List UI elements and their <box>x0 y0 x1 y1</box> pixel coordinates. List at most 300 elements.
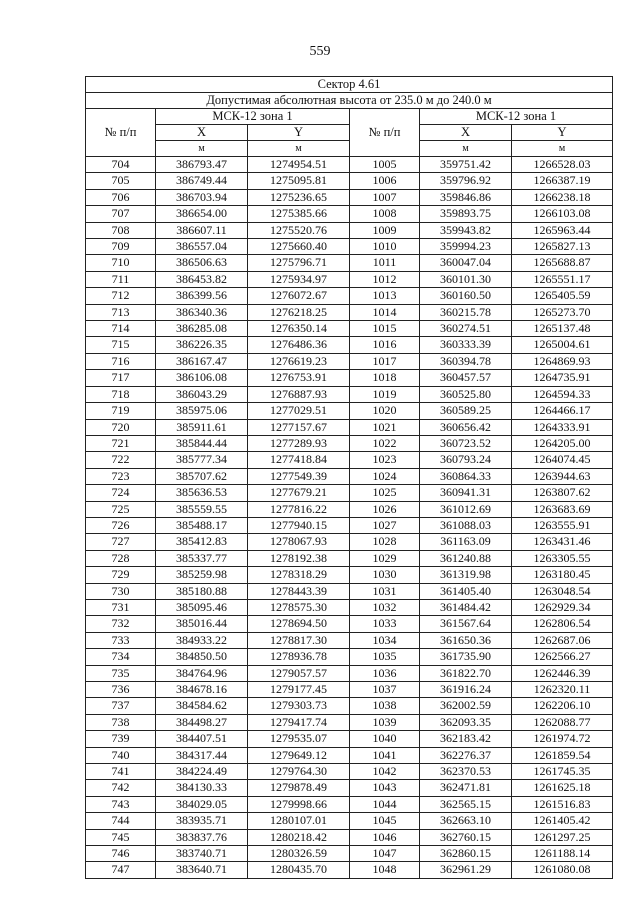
cell-y-right: 1262566.27 <box>512 649 613 665</box>
table-row <box>86 747 613 763</box>
cell-num-left: 712 <box>86 288 156 304</box>
cell-x-left: 386607.11 <box>156 222 248 238</box>
x-header-left: X <box>156 125 248 141</box>
cell-x-right: 360457.57 <box>420 370 512 386</box>
cell-num-right: 1027 <box>350 517 420 533</box>
cell-y-left: 1275236.65 <box>248 189 350 205</box>
cell-y-left: 1278318.29 <box>248 567 350 583</box>
cell-y-right: 1265688.87 <box>512 255 613 271</box>
cell-num-right: 1042 <box>350 764 420 780</box>
cell-y-right: 1264594.33 <box>512 386 613 402</box>
cell-y-right: 1262320.11 <box>512 682 613 698</box>
cell-num-right: 1019 <box>350 386 420 402</box>
cell-y-left: 1279878.49 <box>248 780 350 796</box>
cell-num-right: 1029 <box>350 550 420 566</box>
cell-num-right: 1012 <box>350 271 420 287</box>
cell-num-left: 718 <box>86 386 156 402</box>
cell-x-right: 359846.86 <box>420 189 512 205</box>
unit-x-left: м <box>156 141 248 157</box>
cell-x-right: 360215.78 <box>420 304 512 320</box>
cell-x-right: 361735.90 <box>420 649 512 665</box>
cell-x-right: 361405.40 <box>420 583 512 599</box>
cell-y-right: 1263944.63 <box>512 468 613 484</box>
cell-num-left: 706 <box>86 189 156 205</box>
cell-x-right: 361822.70 <box>420 665 512 681</box>
coordinates-table <box>85 76 613 879</box>
cell-num-right: 1023 <box>350 452 420 468</box>
table-row <box>86 255 613 271</box>
cell-x-right: 359796.92 <box>420 173 512 189</box>
cell-num-right: 1008 <box>350 206 420 222</box>
table-row <box>86 698 613 714</box>
cell-num-right: 1007 <box>350 189 420 205</box>
table-row <box>86 304 613 320</box>
cell-y-left: 1275520.76 <box>248 222 350 238</box>
cell-y-left: 1277816.22 <box>248 501 350 517</box>
table-row <box>86 189 613 205</box>
cell-num-left: 710 <box>86 255 156 271</box>
cell-x-right: 360864.33 <box>420 468 512 484</box>
cell-num-left: 704 <box>86 157 156 173</box>
cell-y-right: 1263555.91 <box>512 517 613 533</box>
cell-x-left: 384224.49 <box>156 764 248 780</box>
table-row <box>86 764 613 780</box>
cell-y-left: 1274954.51 <box>248 157 350 173</box>
cell-num-right: 1037 <box>350 682 420 698</box>
cell-y-right: 1264074.45 <box>512 452 613 468</box>
table-row <box>86 337 613 353</box>
cell-y-left: 1278443.39 <box>248 583 350 599</box>
cell-y-right: 1261188.14 <box>512 846 613 862</box>
unit-y-right: м <box>512 141 613 157</box>
cell-x-left: 385337.77 <box>156 550 248 566</box>
cell-num-right: 1024 <box>350 468 420 484</box>
cell-y-right: 1265827.13 <box>512 239 613 255</box>
cell-num-left: 721 <box>86 435 156 451</box>
cell-y-left: 1275934.97 <box>248 271 350 287</box>
table-row <box>86 485 613 501</box>
cell-y-right: 1263180.45 <box>512 567 613 583</box>
table-row <box>86 599 613 615</box>
cell-y-right: 1264333.91 <box>512 419 613 435</box>
cell-x-right: 362370.53 <box>420 764 512 780</box>
cell-y-left: 1277940.15 <box>248 517 350 533</box>
cell-x-left: 386340.36 <box>156 304 248 320</box>
cell-num-left: 736 <box>86 682 156 698</box>
cell-x-right: 360160.50 <box>420 288 512 304</box>
cell-x-left: 386506.63 <box>156 255 248 271</box>
cell-y-left: 1278067.93 <box>248 534 350 550</box>
cell-num-left: 724 <box>86 485 156 501</box>
y-header-right: Y <box>512 125 613 141</box>
cell-num-left: 709 <box>86 239 156 255</box>
num-header-right: № п/п <box>350 109 420 157</box>
cell-num-right: 1045 <box>350 813 420 829</box>
table-row <box>86 501 613 517</box>
x-header-right: X <box>420 125 512 141</box>
cell-num-left: 705 <box>86 173 156 189</box>
cell-x-right: 361484.42 <box>420 599 512 615</box>
cell-num-right: 1006 <box>350 173 420 189</box>
cell-num-right: 1046 <box>350 829 420 845</box>
cell-num-right: 1047 <box>350 846 420 862</box>
table-row <box>86 173 613 189</box>
cell-x-left: 383740.71 <box>156 846 248 862</box>
cell-y-left: 1276887.93 <box>248 386 350 402</box>
cell-num-left: 746 <box>86 846 156 862</box>
table-row <box>86 435 613 451</box>
cell-x-left: 384407.51 <box>156 731 248 747</box>
table-row <box>86 206 613 222</box>
cell-y-left: 1278936.78 <box>248 649 350 665</box>
cell-y-left: 1279998.66 <box>248 796 350 812</box>
cell-x-right: 362760.15 <box>420 829 512 845</box>
cell-x-left: 386453.82 <box>156 271 248 287</box>
cell-x-right: 361650.36 <box>420 632 512 648</box>
cell-num-left: 716 <box>86 353 156 369</box>
cell-x-left: 385488.17 <box>156 517 248 533</box>
table-row <box>86 829 613 845</box>
cell-y-left: 1276486.36 <box>248 337 350 353</box>
cell-x-right: 361567.64 <box>420 616 512 632</box>
cell-num-left: 708 <box>86 222 156 238</box>
cell-x-right: 360047.04 <box>420 255 512 271</box>
cell-y-left: 1280218.42 <box>248 829 350 845</box>
cell-x-right: 362471.81 <box>420 780 512 796</box>
cell-x-left: 386285.08 <box>156 321 248 337</box>
cell-y-right: 1262206.10 <box>512 698 613 714</box>
cell-x-left: 385559.55 <box>156 501 248 517</box>
cell-num-right: 1040 <box>350 731 420 747</box>
cell-num-right: 1043 <box>350 780 420 796</box>
cell-num-left: 713 <box>86 304 156 320</box>
table-row <box>86 468 613 484</box>
cell-y-left: 1275660.40 <box>248 239 350 255</box>
cell-x-right: 360941.31 <box>420 485 512 501</box>
page-number: 559 <box>309 44 331 59</box>
cell-num-left: 744 <box>86 813 156 829</box>
cell-y-right: 1265551.17 <box>512 271 613 287</box>
cell-y-right: 1263305.55 <box>512 550 613 566</box>
cell-x-right: 361088.03 <box>420 517 512 533</box>
cell-y-right: 1261859.54 <box>512 747 613 763</box>
cell-y-right: 1262088.77 <box>512 714 613 730</box>
cell-y-left: 1276350.14 <box>248 321 350 337</box>
cell-y-right: 1266387.19 <box>512 173 613 189</box>
cell-num-left: 732 <box>86 616 156 632</box>
cell-x-left: 384130.33 <box>156 780 248 796</box>
cell-y-right: 1266103.08 <box>512 206 613 222</box>
cell-num-left: 715 <box>86 337 156 353</box>
cell-x-right: 359893.75 <box>420 206 512 222</box>
cell-x-right: 361163.09 <box>420 534 512 550</box>
cell-num-right: 1033 <box>350 616 420 632</box>
cell-y-left: 1279649.12 <box>248 747 350 763</box>
cell-x-right: 362663.10 <box>420 813 512 829</box>
cell-num-left: 737 <box>86 698 156 714</box>
cell-num-left: 739 <box>86 731 156 747</box>
cell-num-left: 740 <box>86 747 156 763</box>
cell-y-right: 1261625.18 <box>512 780 613 796</box>
cell-num-left: 725 <box>86 501 156 517</box>
cell-num-left: 730 <box>86 583 156 599</box>
cell-x-left: 384850.50 <box>156 649 248 665</box>
cell-y-right: 1262929.34 <box>512 599 613 615</box>
cell-x-left: 386106.08 <box>156 370 248 386</box>
table-row <box>86 321 613 337</box>
table-row <box>86 271 613 287</box>
cell-num-left: 731 <box>86 599 156 615</box>
cell-x-right: 361916.24 <box>420 682 512 698</box>
cell-num-left: 743 <box>86 796 156 812</box>
cell-y-right: 1264205.00 <box>512 435 613 451</box>
cell-y-right: 1264869.93 <box>512 353 613 369</box>
cell-num-right: 1048 <box>350 862 420 878</box>
cell-x-left: 386703.94 <box>156 189 248 205</box>
table-row <box>86 649 613 665</box>
cell-x-right: 362002.59 <box>420 698 512 714</box>
table-row <box>86 550 613 566</box>
cell-y-left: 1278575.30 <box>248 599 350 615</box>
cell-x-left: 384317.44 <box>156 747 248 763</box>
cell-y-left: 1279417.74 <box>248 714 350 730</box>
cell-num-right: 1041 <box>350 747 420 763</box>
table-row <box>86 731 613 747</box>
cell-num-right: 1014 <box>350 304 420 320</box>
cell-x-right: 362276.37 <box>420 747 512 763</box>
cell-y-right: 1265273.70 <box>512 304 613 320</box>
cell-num-left: 711 <box>86 271 156 287</box>
cell-y-left: 1279764.30 <box>248 764 350 780</box>
cell-x-right: 359943.82 <box>420 222 512 238</box>
cell-x-right: 359751.42 <box>420 157 512 173</box>
cell-num-right: 1034 <box>350 632 420 648</box>
cell-num-left: 717 <box>86 370 156 386</box>
cell-num-left: 747 <box>86 862 156 878</box>
cell-num-left: 729 <box>86 567 156 583</box>
cell-y-left: 1276753.91 <box>248 370 350 386</box>
cell-num-left: 745 <box>86 829 156 845</box>
cell-y-right: 1263807.62 <box>512 485 613 501</box>
cell-x-left: 384933.22 <box>156 632 248 648</box>
cell-x-left: 385777.34 <box>156 452 248 468</box>
cell-y-left: 1278192.38 <box>248 550 350 566</box>
cell-y-left: 1275385.66 <box>248 206 350 222</box>
cell-x-left: 386226.35 <box>156 337 248 353</box>
cell-x-right: 361240.88 <box>420 550 512 566</box>
cell-num-left: 738 <box>86 714 156 730</box>
cell-x-left: 385259.98 <box>156 567 248 583</box>
cell-x-right: 359994.23 <box>420 239 512 255</box>
cell-num-right: 1044 <box>350 796 420 812</box>
cell-x-right: 362183.42 <box>420 731 512 747</box>
cell-x-left: 383837.76 <box>156 829 248 845</box>
cell-num-right: 1009 <box>350 222 420 238</box>
cell-num-right: 1038 <box>350 698 420 714</box>
cell-x-left: 383935.71 <box>156 813 248 829</box>
cell-y-left: 1277289.93 <box>248 435 350 451</box>
cell-num-right: 1010 <box>350 239 420 255</box>
cell-num-right: 1015 <box>350 321 420 337</box>
cell-x-left: 384584.62 <box>156 698 248 714</box>
cell-y-left: 1276218.25 <box>248 304 350 320</box>
cell-x-left: 386043.29 <box>156 386 248 402</box>
table-row <box>86 616 613 632</box>
cell-x-left: 386557.04 <box>156 239 248 255</box>
cell-x-left: 386654.00 <box>156 206 248 222</box>
cell-y-left: 1278817.30 <box>248 632 350 648</box>
cell-num-left: 719 <box>86 403 156 419</box>
table-body <box>86 157 613 879</box>
cell-y-right: 1263431.46 <box>512 534 613 550</box>
cell-num-left: 741 <box>86 764 156 780</box>
table-row <box>86 714 613 730</box>
cell-y-left: 1277549.39 <box>248 468 350 484</box>
cell-y-right: 1265004.61 <box>512 337 613 353</box>
cell-x-left: 385911.61 <box>156 419 248 435</box>
cell-x-right: 360101.30 <box>420 271 512 287</box>
cell-y-left: 1276619.23 <box>248 353 350 369</box>
cell-x-left: 385180.88 <box>156 583 248 599</box>
cell-num-right: 1030 <box>350 567 420 583</box>
cell-num-left: 727 <box>86 534 156 550</box>
cell-x-left: 386167.47 <box>156 353 248 369</box>
cell-y-left: 1280435.70 <box>248 862 350 878</box>
cell-x-right: 360793.24 <box>420 452 512 468</box>
cell-y-right: 1261974.72 <box>512 731 613 747</box>
cell-y-left: 1276072.67 <box>248 288 350 304</box>
table-row <box>86 862 613 878</box>
cell-num-left: 734 <box>86 649 156 665</box>
cell-x-right: 362860.15 <box>420 846 512 862</box>
cell-y-right: 1264735.91 <box>512 370 613 386</box>
cell-num-left: 735 <box>86 665 156 681</box>
table-row <box>86 780 613 796</box>
cell-y-right: 1265137.48 <box>512 321 613 337</box>
cell-y-left: 1279057.57 <box>248 665 350 681</box>
cell-x-right: 360525.80 <box>420 386 512 402</box>
cell-num-right: 1017 <box>350 353 420 369</box>
table-row <box>86 452 613 468</box>
table-row <box>86 386 613 402</box>
cell-num-left: 726 <box>86 517 156 533</box>
cell-y-left: 1275095.81 <box>248 173 350 189</box>
cell-y-left: 1275796.71 <box>248 255 350 271</box>
cell-x-right: 360394.78 <box>420 353 512 369</box>
cell-x-left: 384678.16 <box>156 682 248 698</box>
table-row <box>86 665 613 681</box>
cell-y-left: 1278694.50 <box>248 616 350 632</box>
table-row <box>86 353 613 369</box>
cell-num-right: 1005 <box>350 157 420 173</box>
cell-x-right: 362093.35 <box>420 714 512 730</box>
table-row <box>86 157 613 173</box>
table-row <box>86 682 613 698</box>
cell-y-right: 1261516.83 <box>512 796 613 812</box>
unit-y-left: м <box>248 141 350 157</box>
table-row <box>86 239 613 255</box>
cell-num-left: 707 <box>86 206 156 222</box>
zone-header-left: МСК-12 зона 1 <box>156 109 350 125</box>
cell-num-right: 1011 <box>350 255 420 271</box>
cell-y-right: 1264466.17 <box>512 403 613 419</box>
cell-num-left: 722 <box>86 452 156 468</box>
cell-y-right: 1262446.39 <box>512 665 613 681</box>
cell-x-right: 360589.25 <box>420 403 512 419</box>
cell-y-right: 1266238.18 <box>512 189 613 205</box>
cell-num-left: 723 <box>86 468 156 484</box>
table-row <box>86 846 613 862</box>
cell-num-right: 1028 <box>350 534 420 550</box>
cell-num-left: 742 <box>86 780 156 796</box>
cell-y-right: 1262687.06 <box>512 632 613 648</box>
cell-y-right: 1261745.35 <box>512 764 613 780</box>
table-row <box>86 567 613 583</box>
cell-x-right: 360656.42 <box>420 419 512 435</box>
cell-x-right: 360274.51 <box>420 321 512 337</box>
cell-num-right: 1020 <box>350 403 420 419</box>
cell-num-right: 1032 <box>350 599 420 615</box>
table-row <box>86 534 613 550</box>
cell-x-left: 385844.44 <box>156 435 248 451</box>
cell-y-left: 1279535.07 <box>248 731 350 747</box>
cell-y-left: 1280326.59 <box>248 846 350 862</box>
num-header-left: № п/п <box>86 109 156 157</box>
cell-x-right: 361319.98 <box>420 567 512 583</box>
cell-x-right: 361012.69 <box>420 501 512 517</box>
cell-x-left: 384029.05 <box>156 796 248 812</box>
table-row <box>86 222 613 238</box>
y-header-left: Y <box>248 125 350 141</box>
cell-num-right: 1031 <box>350 583 420 599</box>
cell-x-right: 360723.52 <box>420 435 512 451</box>
cell-num-right: 1016 <box>350 337 420 353</box>
cell-x-left: 385412.83 <box>156 534 248 550</box>
cell-y-left: 1280107.01 <box>248 813 350 829</box>
cell-y-right: 1263683.69 <box>512 501 613 517</box>
table-row <box>86 370 613 386</box>
cell-y-left: 1277418.84 <box>248 452 350 468</box>
height-range: Допустимая абсолютная высота от 235.0 м до 240.0 м <box>86 93 613 109</box>
cell-y-left: 1277679.21 <box>248 485 350 501</box>
cell-num-right: 1021 <box>350 419 420 435</box>
cell-x-right: 362961.29 <box>420 862 512 878</box>
cell-num-right: 1026 <box>350 501 420 517</box>
cell-y-right: 1265963.44 <box>512 222 613 238</box>
cell-num-left: 733 <box>86 632 156 648</box>
cell-y-right: 1266528.03 <box>512 157 613 173</box>
table-row <box>86 517 613 533</box>
cell-y-right: 1265405.59 <box>512 288 613 304</box>
cell-num-right: 1039 <box>350 714 420 730</box>
cell-y-left: 1277029.51 <box>248 403 350 419</box>
cell-num-right: 1035 <box>350 649 420 665</box>
cell-num-left: 720 <box>86 419 156 435</box>
cell-x-left: 383640.71 <box>156 862 248 878</box>
cell-x-left: 385975.06 <box>156 403 248 419</box>
cell-x-left: 386749.44 <box>156 173 248 189</box>
cell-x-left: 386793.47 <box>156 157 248 173</box>
cell-x-left: 385636.53 <box>156 485 248 501</box>
table-row <box>86 288 613 304</box>
table-row <box>86 403 613 419</box>
table-row <box>86 796 613 812</box>
cell-x-left: 386399.56 <box>156 288 248 304</box>
cell-y-right: 1261297.25 <box>512 829 613 845</box>
cell-y-right: 1261080.08 <box>512 862 613 878</box>
table-row <box>86 583 613 599</box>
cell-y-right: 1263048.54 <box>512 583 613 599</box>
